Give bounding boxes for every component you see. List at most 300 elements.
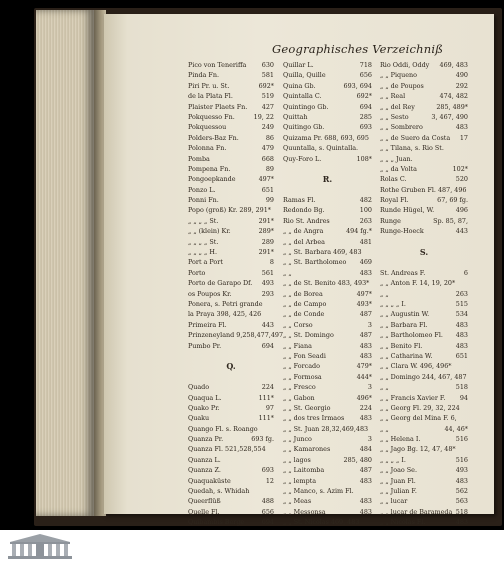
entry-name: „ „ Corso [283,320,313,329]
index-entry [380,403,468,413]
entry-name: „ „ lucar de Barameda [380,507,453,516]
entry-name: „ „ Julian F. [380,487,417,496]
entry-name: „ „ Manco, s. Azim Fl. [283,487,354,496]
entry-page-ref: 493 [455,466,468,475]
index-entry [188,496,274,506]
entry-page-ref: 484 [359,445,372,454]
index-entry [283,70,372,80]
entry-name: la Praya 398, 425, 426 [188,310,262,319]
entry-name: „ „ [283,268,292,277]
entry-name: „ „ del Arbea [283,237,325,246]
index-entry [188,341,274,351]
index-entry [188,133,274,143]
index-entry [380,216,468,226]
entry-name: „ „ Tilana, s. Rio St. [380,144,444,153]
entry-page-ref: 581 [261,71,274,80]
entry-page-ref: 224 [359,403,372,412]
running-header: Geographisches Verzeichniß [272,42,444,56]
index-entry [283,102,372,112]
entry-page-ref: 483 [359,341,372,350]
entry-page-ref: 263 [359,216,372,225]
index-entry [380,517,468,527]
index-entry [283,133,372,143]
index-entry [283,237,372,247]
index-entry [283,403,372,413]
entry-name: Ponzo L. [188,185,216,194]
entry-name: Quanza L. [188,455,221,464]
index-entry [188,382,274,392]
entry-name: „ „ Benito Fl. [380,341,423,350]
index-entry [380,205,468,215]
index-entry [380,413,468,423]
library-building-icon [6,532,74,560]
entry-page-ref: 656 [261,507,274,516]
entry-name: Quaquaküste [188,476,231,485]
index-entry [188,330,284,340]
index-entry [380,424,468,434]
index-entry [283,122,372,132]
entry-page-ref: 427 [261,102,274,111]
index-entry [380,226,468,236]
index-entry [283,112,372,122]
index-entry [188,195,274,205]
entry-name: Pumbo Pr. [188,341,222,350]
index-entry [188,154,274,164]
entry-name: „ „ Gabon [283,393,315,402]
entry-page-ref: 668 [261,154,274,163]
entry-page-ref: 630 [261,61,274,69]
section-heading: Q. [226,361,236,372]
entry-page-ref: 443 [261,320,274,329]
entry-name: „ „ Domingo 244, 467, 487 [380,372,467,381]
index-entry [283,517,372,527]
entry-name: „ „ de St. Benito 483, 493* [283,279,370,288]
section-heading: S. [419,247,429,258]
index-entry [380,257,468,267]
index-entry [283,361,372,371]
entry-name: Rolas C. [380,175,407,184]
index-entry [380,465,468,475]
entry-page-ref: 516 [455,455,468,464]
index-entry [188,112,274,122]
entry-name: Quuntalla, s. Quintalla. [283,144,359,153]
entry-page-ref: 563 [455,497,468,506]
entry-page-ref: 469 [359,258,372,267]
entry-name: „ „ Barbara Fl. [380,320,428,329]
entry-page-ref: 108* [356,154,372,163]
entry-name: Queerflüß [188,497,221,506]
entry-page-ref: 693 [359,123,372,132]
entry-name: „ „ Sombrero [380,123,423,132]
entry-name: Ponni Fn. [188,196,219,205]
entry-name: Redondo Bg. [283,206,325,215]
entry-name: Quittah [283,112,308,121]
entry-name: „ „ Fresco [283,383,316,392]
entry-name: „ „ „ „ St. [188,237,219,246]
entry-name: Port a Port [188,258,223,267]
index-entry [188,278,274,288]
entry-name: „ „ „ „ St. [188,216,219,225]
entry-name: „ „ del Rey [380,102,415,111]
entry-name: os Poupos Kr. [188,289,232,298]
entry-page-ref: 3 [367,320,372,329]
entry-name: de la Plata Fl. [188,92,233,101]
index-entry [188,81,274,91]
entry-page-ref: 94 [459,393,468,402]
index-entry [188,444,274,454]
index-entry [283,195,372,205]
entry-name: „ „ Joao Se. [380,466,417,475]
index-entry [283,299,372,309]
entry-name: „ „ St. Juan 28,32,469,483 [283,424,369,433]
entry-name: Quako Pr. [188,403,220,412]
entry-name: Piri Pr. u. St. [188,81,230,90]
index-entry [188,70,274,80]
index-entry [188,299,274,309]
entry-name: Quintalla C. [283,92,322,101]
entry-page-ref: 520 [455,175,468,184]
entry-name: Pokquesso Fn. [188,112,235,121]
entry-page-ref: 17 [459,133,468,142]
index-entry [283,309,372,319]
entry-page-ref: 493 [261,279,274,288]
entry-name: Quaku [188,414,210,423]
entry-page-ref: 482 [359,196,372,205]
index-entry [380,496,468,506]
entry-page-ref: 97 [265,403,274,412]
index-entry [380,330,468,340]
entry-name: Prinzeneyland 9,258,477,497 [188,331,284,340]
index-entry [283,205,372,215]
entry-page-ref: 497* [258,175,274,184]
entry-name: „ „ Georg Fl. 29, 32, 224 [380,403,460,412]
entry-name: Polonna Fn. [188,144,227,153]
entry-name: „ „ Fiana [283,341,312,350]
entry-name: „ „ Bartholomeo Fl. [380,331,443,340]
index-entry [283,341,372,351]
entry-name: „ „ Forcado [283,362,320,371]
entry-name: Quy-Foro L. [283,154,322,163]
entry-name: „ „ Anton F. 14, 19, 20* [380,279,456,288]
entry-name: Quibambis Berge [188,518,245,527]
entry-page-ref: 483 [455,476,468,485]
index-entry [188,174,274,184]
index-entry [380,164,468,174]
index-entry [380,476,468,486]
index-entry [188,351,274,361]
entry-name: „ „ Helena I. [380,435,421,444]
entry-page-ref: 469, 483 [439,61,468,69]
index-entry [380,486,468,496]
index-entry [188,257,274,267]
entry-name: „ „ Kamarones [283,445,331,454]
entry-name: Quango Fl. s. Roango [188,424,258,433]
index-entry [283,278,372,288]
index-entry [188,91,274,101]
index-entry [283,507,372,517]
entry-page-ref: 285, 489* [436,102,468,111]
entry-name: Pinda Fn. [188,71,219,80]
index-entry [188,372,274,382]
entry-name: Quintingo Gb. [283,102,329,111]
entry-name: „ „ de Suero da Costa [380,133,451,142]
index-entry [380,309,468,319]
entry-name: „ „ Sesto [380,112,409,121]
entry-name: „ „ Juan Fl. [380,476,416,485]
entry-page-ref: 12 [265,476,274,485]
index-entry [283,226,372,236]
index-entry [283,444,372,454]
entry-name: „ „ St. Bartholomeo [283,258,347,267]
entry-name: „ „ de Campo [283,299,327,308]
entry-page-ref: 519 [261,92,274,101]
index-entry [283,496,372,506]
entry-page-ref: 111* [258,414,274,423]
entry-page-ref: Sp. 85, 87, [433,216,468,225]
index-entry [283,351,372,361]
entry-name: Rio St. Andres [283,216,330,225]
index-entry [283,320,372,330]
entry-page-ref: 497* [356,289,372,298]
entry-name: Pomba [188,154,210,163]
index-entry [380,102,468,112]
entry-page-ref: 487 [359,331,372,340]
entry-name: Polders-Baz Fn. [188,133,239,142]
index-entry [283,257,372,267]
index-entry [380,434,468,444]
index-entry [188,216,274,226]
index-entry [380,143,468,153]
entry-page-ref: 694 [261,518,274,527]
index-entry [283,91,372,101]
index-entry [283,393,372,403]
index-entry [380,341,468,351]
index-column-2 [283,60,372,538]
entry-name: Runde Hügel, W. [380,206,435,215]
entry-name: Quaqua L. [188,393,222,402]
entry-name: Pico von Teneriffa [188,61,247,69]
entry-page-ref: 488 [261,497,274,506]
entry-page-ref: 100 [359,206,372,215]
entry-name: „ „ Catharina W. [380,351,433,360]
entry-page-ref: 656 [359,71,372,80]
entry-name: „ „ Jago Bg. 12, 47, 48* [380,445,456,454]
entry-page-ref: 3 [367,383,372,392]
entry-page-ref: 19, 22 [253,112,274,121]
index-entry [283,247,372,257]
entry-name: Runge-Hoeck [380,227,424,236]
index-entry [380,361,468,371]
entry-name: „ „ Francis Xavier F. [380,393,446,402]
entry-page-ref: 693, 694 [343,81,372,90]
entry-name: „ „ St. Nicolas 469, 483 [283,518,360,527]
entry-name: „ „ [380,383,389,392]
entry-name: Quina Gb. [283,81,316,90]
entry-name: „ „ Meas [283,497,312,506]
entry-page-ref: 86 [265,133,274,142]
index-entry [283,143,372,153]
index-entry [380,70,468,80]
index-entry [283,330,372,340]
index-entry [380,154,468,164]
index-entry [283,434,372,444]
entry-page-ref: 483 [359,476,372,485]
entry-name: Primeira Fl. [188,320,227,329]
entry-name: Quillar L. [283,61,314,69]
entry-page-ref: 516 [455,435,468,444]
entry-page-ref: 483 [455,320,468,329]
entry-page-ref: 289 [261,237,274,246]
index-entry [380,174,468,184]
entry-page-ref: 483 [455,123,468,132]
entry-name: „ „ Clara W. 496, 496* [380,362,452,371]
index-entry [188,424,274,434]
index-entry [380,60,468,70]
index-entry [283,382,372,392]
index-entry [188,486,274,496]
entry-name: Popo (groß) Kr. 289, 291* [188,206,271,215]
index-entry [188,268,274,278]
index-entry [283,476,372,486]
index-entry [188,455,274,465]
index-entry [380,351,468,361]
index-entry [380,133,468,143]
index-entry [188,517,274,527]
index-entry [380,455,468,465]
entry-page-ref: 289* [258,227,274,236]
index-entry [283,60,372,70]
entry-name: Porto de Garapo Df. [188,279,253,288]
entry-page-ref: 518 [455,507,468,516]
index-entry [188,320,274,330]
entry-page-ref: 483 [455,331,468,340]
entry-page-ref: 111* [258,393,274,402]
entry-name: Quizama Pr. 688, 693, 695 [283,133,369,142]
entry-page-ref: 292 [455,81,468,90]
entry-name: Quanza Fl. 521,528,554 [188,445,266,454]
entry-page-ref: 496 [455,206,468,215]
entry-name: „ „ Messonsa [283,507,326,516]
entry-page-ref: 494 fg.* [346,227,372,236]
index-entry [380,507,468,517]
entry-name: „ „ „ „ H. [188,248,217,257]
index-entry [380,185,468,195]
index-entry [188,434,274,444]
entry-name: Quelle Fl. [188,507,220,516]
index-entry [380,237,468,247]
index-entry [283,185,372,195]
entry-page-ref: 490 [455,71,468,80]
index-entry [283,268,372,278]
entry-name: Quilla, Quille [283,71,326,80]
index-entry [188,164,274,174]
index-entry [188,507,274,517]
entry-name: „ „ lempta [283,476,317,485]
entry-name: „ „ Fon Seadi [283,351,326,360]
index-entry [380,81,468,91]
entry-page-ref: 3 [367,435,372,444]
entry-name: „ „ „ „ I. [380,455,406,464]
index-entry [188,289,274,299]
index-entry [380,195,468,205]
entry-page-ref: 291* [258,216,274,225]
entry-name: „ „ St. Barbara 469, 483 [283,248,362,257]
entry-name: „ „ Piqueno [380,71,417,80]
index-entry [380,278,468,288]
index-entry [188,465,274,475]
entry-page-ref: 487 [359,466,372,475]
entry-page-ref: 293 [261,289,274,298]
entry-name: Porto [188,268,206,277]
entry-name: „ „ lagos [283,455,311,464]
index-entry [380,91,468,101]
entry-page-ref: 483 [359,351,372,360]
entry-page-ref: 562 [455,487,468,496]
index-entry [283,154,372,164]
index-entry [380,444,468,454]
entry-page-ref: 483 [359,497,372,506]
index-entry [283,455,372,465]
entry-page-ref: 249 [261,123,274,132]
entry-page-ref: 479 [261,144,274,153]
index-entry [188,247,274,257]
index-entry [283,465,372,475]
entry-name: „ „ „ „ I. [380,299,406,308]
entry-name: „ „ [380,424,389,433]
entry-page-ref: 3, 467, 490 [431,112,468,121]
index-entry [283,81,372,91]
index-entry [188,403,274,413]
entry-name: „ „ [380,289,389,298]
entry-page-ref: 479* [356,362,372,371]
index-entry [283,424,372,434]
entry-page-ref: 483 [359,507,372,516]
entry-name: Quitingo Gb. [283,123,325,132]
entry-name: St. Andreas F. [380,268,426,277]
entry-page-ref: 102* [452,164,468,173]
entry-page-ref: 692* [258,81,274,90]
entry-page-ref: 651 [261,185,274,194]
entry-page-ref: 443 [455,227,468,236]
entry-name: Pokquessou [188,123,227,132]
entry-page-ref: 693 fg. [251,435,274,444]
index-entry [188,309,274,319]
entry-name: Pongoepkande [188,175,236,184]
entry-name: Ramas Fl. [283,196,316,205]
entry-name: „ „ lucar [380,497,408,506]
index-column-3 [380,60,468,538]
entry-page-ref: 651 [455,351,468,360]
index-entry [380,289,468,299]
index-entry [188,122,274,132]
index-entry [283,289,372,299]
footer-bar [0,530,504,562]
entry-page-ref: 483 [359,414,372,423]
entry-page-ref: 561 [261,268,274,277]
page-edges [36,10,94,516]
entry-name: „ „ Augustin W. [380,310,430,319]
entry-name: Quanza Z. [188,466,221,475]
entry-page-ref: 444* [356,372,372,381]
index-entry [188,226,274,236]
entry-page-ref: 483 [359,268,372,277]
entry-name: „ „ Real [380,92,406,101]
entry-page-ref: 496* [356,393,372,402]
entry-name: „ „ de Angra [283,227,324,236]
entry-page-ref: 224 [261,383,274,392]
index-entry [188,413,274,423]
entry-page-ref: 285, 480 [343,455,372,464]
